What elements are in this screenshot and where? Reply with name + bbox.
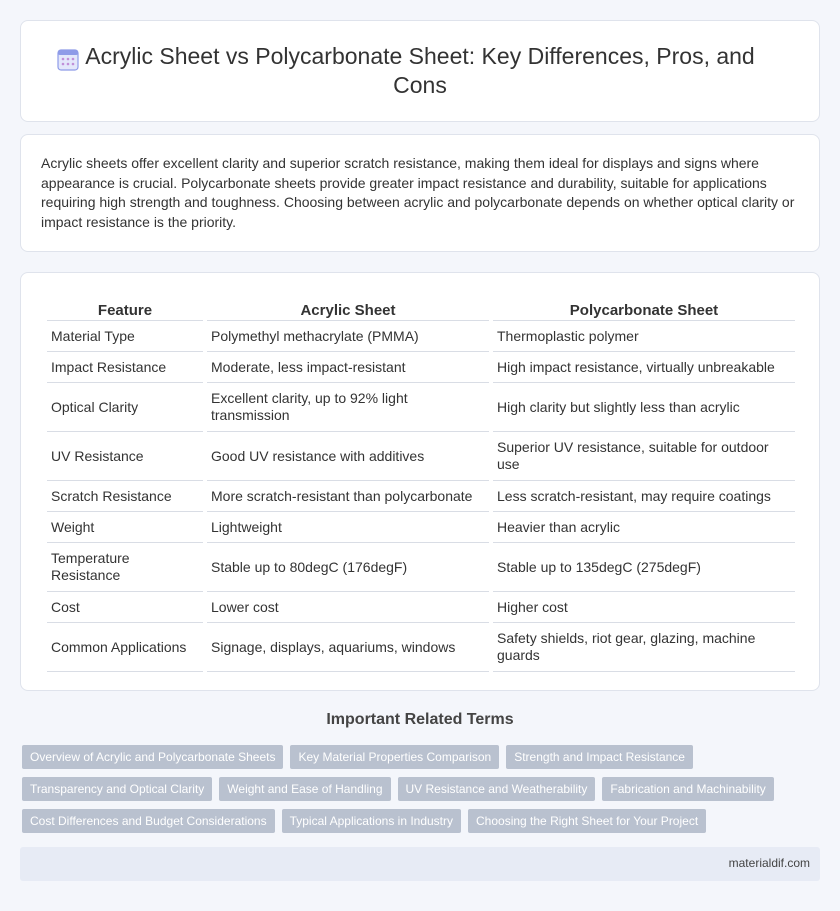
polycarbonate-cell: High clarity but slightly less than acrylic <box>493 383 795 432</box>
related-term-tag[interactable]: UV Resistance and Weatherability <box>398 777 596 801</box>
related-term-tag[interactable]: Strength and Impact Resistance <box>506 745 693 769</box>
related-term-tag[interactable]: Overview of Acrylic and Polycarbonate Sheets <box>22 745 283 769</box>
footer <box>20 847 820 881</box>
header-feature: Feature <box>47 295 203 321</box>
intro-paragraph: Acrylic sheets offer excellent clarity and superior scratch resistance, making them ideal for displays and signs where appearance is crucial. Polycarbonate sheets provide greater impact resistance and durability, suitable for applications requiring high strength and toughness. Choosing between acrylic and polycarbonate depends on whether optical clarity or impact resistance is the priority. <box>41 155 795 230</box>
related-terms-list <box>22 745 812 833</box>
acrylic-cell: Stable up to 80degC (176degF) <box>207 543 489 592</box>
comparison-table <box>43 295 799 672</box>
table-row <box>47 623 795 672</box>
table-row <box>47 321 795 352</box>
related-term-tag[interactable]: Typical Applications in Industry <box>282 809 461 833</box>
header-acrylic: Acrylic Sheet <box>207 295 489 321</box>
feature-cell: Optical Clarity <box>47 383 203 432</box>
related-term-tag[interactable]: Weight and Ease of Handling <box>219 777 390 801</box>
table-row <box>47 352 795 383</box>
polycarbonate-cell: Higher cost <box>493 592 795 623</box>
acrylic-cell: Signage, displays, aquariums, windows <box>207 623 489 672</box>
related-terms-heading: Important Related Terms <box>326 711 514 728</box>
polycarbonate-cell: High impact resistance, virtually unbreakable <box>493 352 795 383</box>
footer-site-link[interactable]: materialdif.com <box>728 856 810 870</box>
acrylic-cell: More scratch-resistant than polycarbonate <box>207 481 489 512</box>
polycarbonate-cell: Heavier than acrylic <box>493 512 795 543</box>
table-row <box>47 592 795 623</box>
polycarbonate-cell: Less scratch-resistant, may require coatings <box>493 481 795 512</box>
title-card <box>20 20 820 122</box>
feature-cell: Impact Resistance <box>47 352 203 383</box>
acrylic-cell: Moderate, less impact-resistant <box>207 352 489 383</box>
table-row <box>47 432 795 481</box>
acrylic-cell: Lightweight <box>207 512 489 543</box>
table-row <box>47 383 795 432</box>
feature-cell: Cost <box>47 592 203 623</box>
table-row <box>47 543 795 592</box>
polycarbonate-cell: Superior UV resistance, suitable for outdoor use <box>493 432 795 481</box>
header-polycarbonate: Polycarbonate Sheet <box>493 295 795 321</box>
feature-cell: Material Type <box>47 321 203 352</box>
feature-cell: Common Applications <box>47 623 203 672</box>
related-term-tag[interactable]: Key Material Properties Comparison <box>290 745 499 769</box>
polycarbonate-cell: Stable up to 135degC (275degF) <box>493 543 795 592</box>
comparison-table-card <box>20 272 820 691</box>
polycarbonate-cell: Safety shields, riot gear, glazing, machine guards <box>493 623 795 672</box>
feature-cell: UV Resistance <box>47 432 203 481</box>
related-term-tag[interactable]: Transparency and Optical Clarity <box>22 777 212 801</box>
related-term-tag[interactable]: Fabrication and Machinability <box>602 777 773 801</box>
feature-cell: Weight <box>47 512 203 543</box>
acrylic-cell: Polymethyl methacrylate (PMMA) <box>207 321 489 352</box>
polycarbonate-cell: Thermoplastic polymer <box>493 321 795 352</box>
page-title: Acrylic Sheet vs Polycarbonate Sheet: Key Differences, Pros, and Cons <box>85 43 755 98</box>
intro-card <box>20 134 820 252</box>
feature-cell: Scratch Resistance <box>47 481 203 512</box>
table-row <box>47 481 795 512</box>
acrylic-cell: Good UV resistance with additives <box>207 432 489 481</box>
acrylic-cell: Excellent clarity, up to 92% light transmission <box>207 383 489 432</box>
related-term-tag[interactable]: Choosing the Right Sheet for Your Project <box>468 809 706 833</box>
table-header-row <box>47 295 795 321</box>
related-term-tag[interactable]: Cost Differences and Budget Considerations <box>22 809 275 833</box>
acrylic-cell: Lower cost <box>207 592 489 623</box>
table-row <box>47 512 795 543</box>
feature-cell: Temperature Resistance <box>47 543 203 592</box>
